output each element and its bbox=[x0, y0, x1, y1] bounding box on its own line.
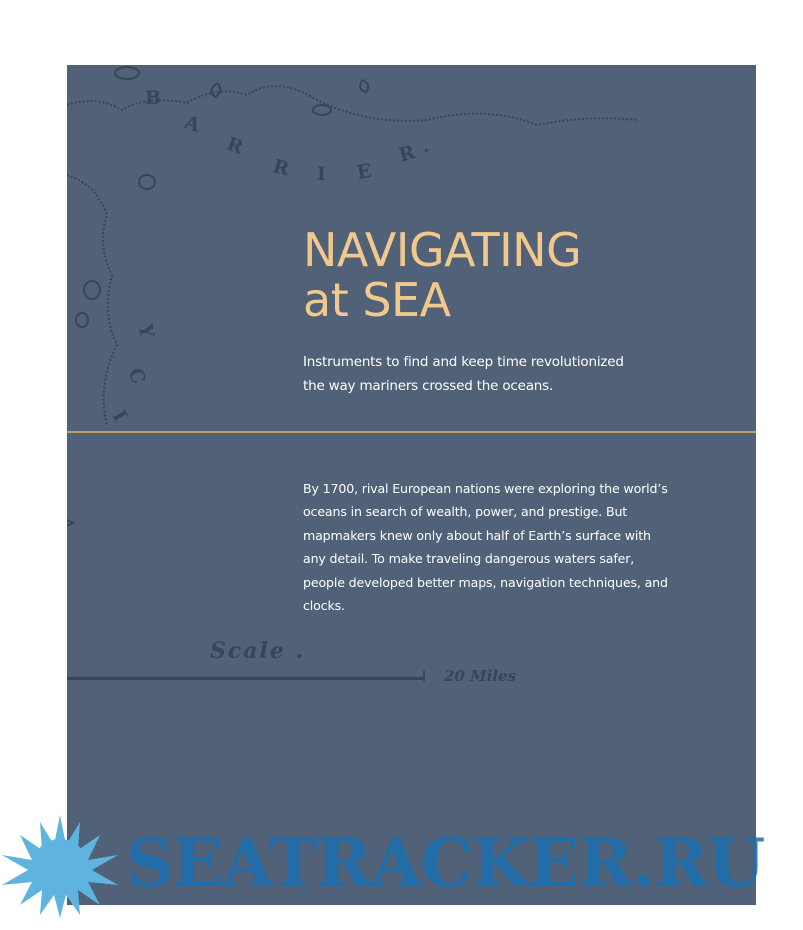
subtitle: Instruments to find and keep time revolutionized the way mariners crossed the oceans. bbox=[303, 354, 624, 394]
map-letter: A bbox=[181, 111, 204, 137]
body-paragraph: By 1700, rival European nations were exploring the world’s oceans in search of wealth, power, and prestige. But mapmakers knew only about half of Earth’s surface with any detail. To make traveling dangerous waters safer, people developed better maps, navigation techniques, and clocks. bbox=[303, 481, 668, 614]
watermark bbox=[0, 810, 803, 920]
section-divider bbox=[67, 431, 756, 433]
map-letter: R bbox=[396, 141, 418, 167]
map-scale-tick bbox=[423, 671, 425, 681]
poster-panel bbox=[67, 65, 756, 905]
map-letter: B bbox=[145, 87, 162, 109]
title-line-2: at SEA bbox=[303, 273, 451, 327]
map-letter: E bbox=[355, 159, 374, 185]
map-scale-label: Scale . bbox=[210, 638, 306, 664]
map-letter: I bbox=[317, 163, 326, 185]
map-scale-bar bbox=[67, 677, 423, 680]
title-line-1: NAVIGATING bbox=[303, 223, 582, 277]
map-letter: Y bbox=[133, 322, 158, 340]
page-title bbox=[303, 225, 581, 325]
map-letter: C bbox=[123, 365, 150, 387]
map-letter: R bbox=[223, 132, 247, 160]
map-letter: R bbox=[270, 155, 292, 181]
sunburst-icon bbox=[0, 810, 130, 920]
map-scale-value: 20 Miles bbox=[444, 667, 517, 685]
map-letter: . bbox=[423, 135, 430, 157]
watermark-text: SEATRACKER.RU bbox=[126, 824, 765, 902]
map-letter: I bbox=[107, 406, 132, 426]
